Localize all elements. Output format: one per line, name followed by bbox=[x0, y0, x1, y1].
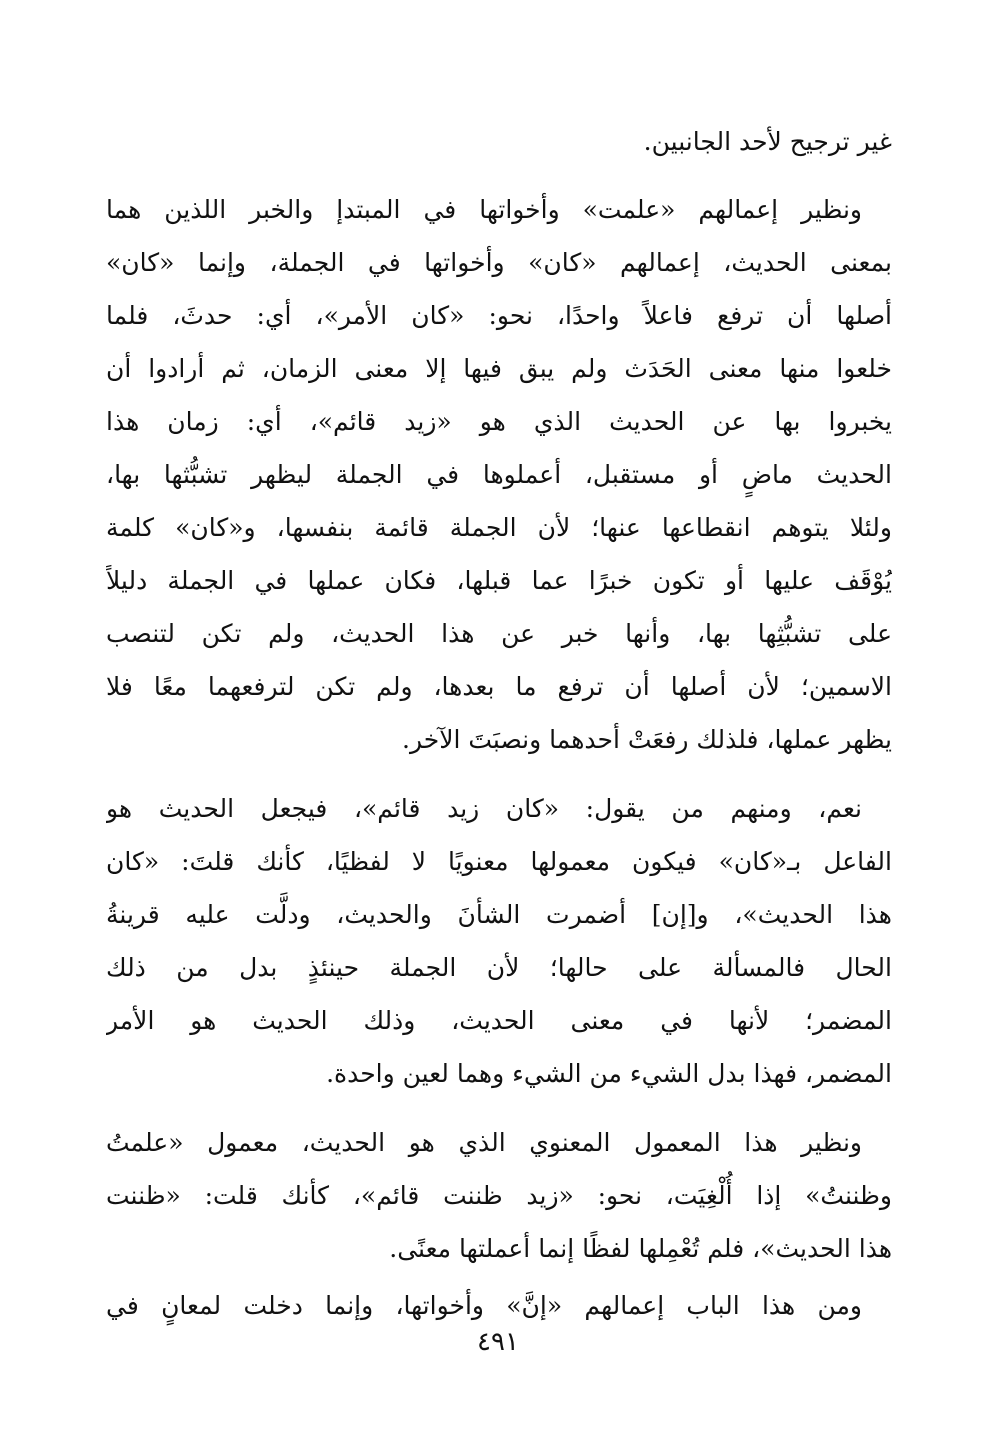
text-line: هذا الحديث»، فلم تُعْمِلها لفظًا إنما أعملتها معنًى. bbox=[389, 1234, 892, 1263]
text-line: المضمر، فهذا بدل الشيء من الشيء وهما لعين واحدة. bbox=[326, 1059, 892, 1088]
text-line: أصلها أن ترفع فاعلاً واحدًا، نحو: «كان الأمر»، أي: حدثَ، فلما bbox=[106, 301, 892, 330]
text-line: المضمر؛ لأنها في معنى الحديث، وذلك الحديث هو الأمر bbox=[106, 1006, 892, 1035]
text-line: على تشبُّثِها بها، وأنها خبر عن هذا الحديث، ولم تكن لتنصب bbox=[106, 619, 892, 648]
paragraph-first-line: نعم، ومنهم من يقول: «كان زيد قائم»، فيجعل الحديث هو bbox=[106, 794, 862, 823]
text-line: غير ترجيح لأحد الجانبين. bbox=[643, 127, 892, 156]
text-line: يُوْقَف عليها أو تكون خبرًا عما قبلها، فكان عملها في الجملة دليلاً bbox=[106, 566, 892, 595]
text-line: يظهر عملها، فلذلك رفعَتْ أحدهما ونصبَتَ الآخر. bbox=[402, 725, 892, 754]
paragraph-first-line: ومن هذا الباب إعمالهم «إنَّ» وأخواتها، وإنما دخلت لمعانٍ في bbox=[106, 1291, 862, 1320]
text-line: بمعنى الحديث، إعمالهم «كان» وأخواتها في الجملة، وإنما «كان» bbox=[106, 248, 892, 277]
paragraph-first-line: ونظير إعمالهم «علمت» وأخواتها في المبتدإ والخبر اللذين هما bbox=[106, 195, 862, 224]
text-line: الحال فالمسألة على حالها؛ لأن الجملة حينئذٍ بدل من ذلك bbox=[106, 953, 892, 982]
text-line: يخبروا بها عن الحديث الذي هو «زيد قائم»، أي: زمان هذا bbox=[106, 407, 892, 436]
text-line: الاسمين؛ لأن أصلها أن ترفع ما بعدها، ولم تكن لترفعهما معًا فلا bbox=[106, 672, 892, 701]
text-line: خلعوا منها معنى الحَدَث ولم يبق فيها إلا معنى الزمان، ثم أرادوا أن bbox=[106, 354, 892, 383]
text-line: وظننتُ» إذا أُلْغِيَت، نحو: «زيد ظننت قائم»، كأنك قلت: «ظننت bbox=[106, 1181, 892, 1210]
text-line: الفاعل بـ«كان» فيكون معمولها معنويًا لا لفظيًا، كأنك قلتَ: «كان bbox=[106, 847, 892, 876]
page-number: ٤٩١ bbox=[477, 1327, 519, 1357]
text-line: هذا الحديث»، و[إن] أضمرت الشأنَ والحديث، ودلَّت عليه قرينةُ bbox=[106, 900, 892, 929]
text-line: الحديث ماضٍ أو مستقبل، أعملوها في الجملة ليظهر تشبُّثها بها، bbox=[106, 460, 892, 489]
paragraph-first-line: ونظير هذا المعمول المعنوي الذي هو الحديث، معمول «علمتُ bbox=[106, 1128, 862, 1157]
text-line: ولئلا يتوهم انقطاعها عنها؛ لأن الجملة قائمة بنفسها، و«كان» كلمة bbox=[106, 513, 892, 542]
